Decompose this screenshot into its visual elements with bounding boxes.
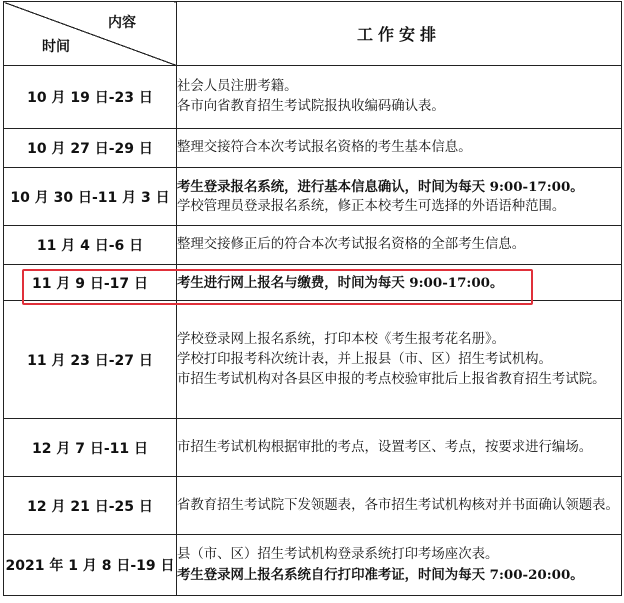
date-cell: 10 月 27 日-29 日 — [4, 129, 177, 168]
task-cell — [177, 265, 622, 301]
task-cell — [177, 535, 622, 596]
task-line: 学校管理员登录报名系统，修正本校考生可选择的外语语种范围。 — [177, 198, 566, 214]
date-cell: 2021 年 1 月 8 日-19 日 — [4, 535, 177, 596]
task-line: 学校打印报考科次统计表，并上报县（市、区）招生考试机构。 — [177, 351, 552, 367]
date-cell: 11 月 9 日-17 日 — [4, 265, 177, 301]
table-row — [4, 301, 622, 419]
task-line: 各市向省教育招生考试院报执收编码确认表。 — [177, 99, 445, 114]
task-cell — [177, 477, 622, 535]
task-cell — [177, 168, 622, 226]
content-label: 内容 — [108, 15, 136, 31]
task-line: 市招生考试机构对各县区申报的考点校验审批后上报省教育招生考试院。 — [177, 371, 606, 387]
task-cell — [177, 301, 622, 419]
table-row — [4, 66, 622, 129]
schedule-rows — [4, 66, 622, 596]
table-row — [4, 535, 622, 596]
date-cell: 11 月 4 日-6 日 — [4, 226, 177, 265]
table-row — [4, 129, 622, 168]
task-cell — [177, 129, 622, 168]
table-row — [4, 265, 622, 301]
task-line: 省教育招生考试院下发领题表，各市招生考试机构核对并书面确认领题表。 — [177, 497, 619, 513]
task-line: 整理交接符合本次考试报名资格的考生基本信息。 — [177, 140, 472, 155]
time-label: 时间 — [42, 39, 70, 55]
date-cell: 10 月 30 日-11 月 3 日 — [4, 168, 177, 226]
table-row — [4, 419, 622, 477]
table-row — [4, 168, 622, 226]
date-cell: 10 月 19 日-23 日 — [4, 66, 177, 129]
date-cell: 12 月 21 日-25 日 — [4, 477, 177, 535]
arrangement-header: 工作安排 — [177, 2, 622, 66]
task-cell — [177, 419, 622, 477]
task-cell — [177, 66, 622, 129]
task-line: 市招生考试机构根据审批的考点，设置考区、考点，按要求进行编场。 — [177, 439, 593, 455]
task-line: 县（市、区）招生考试机构登录系统打印考场座次表。 — [177, 547, 499, 562]
date-cell: 12 月 7 日-11 日 — [4, 419, 177, 477]
date-cell: 11 月 23 日-27 日 — [4, 301, 177, 419]
task-line: 整理交接修正后的符合本次考试报名资格的全部考生信息。 — [177, 237, 526, 252]
table-row — [4, 226, 622, 265]
task-cell — [177, 226, 622, 265]
header-row — [4, 2, 622, 66]
task-line: 考生登录网上报名系统自行打印准考证，时间为每天 7:00-20:00。 — [177, 567, 584, 583]
task-line: 学校登录网上报名系统，打印本校《考生报考花名册》。 — [177, 331, 506, 347]
task-line: 社会人员注册考籍。 — [177, 79, 298, 94]
schedule-table — [3, 1, 622, 596]
task-line: 考生进行网上报名与缴费，时间为每天 9:00-17:00。 — [177, 274, 504, 291]
table-row — [4, 477, 622, 535]
diagonal-header-cell — [4, 2, 177, 66]
task-line: 考生登录报名系统，进行基本信息确认，时间为每天 9:00-17:00。 — [177, 178, 584, 195]
